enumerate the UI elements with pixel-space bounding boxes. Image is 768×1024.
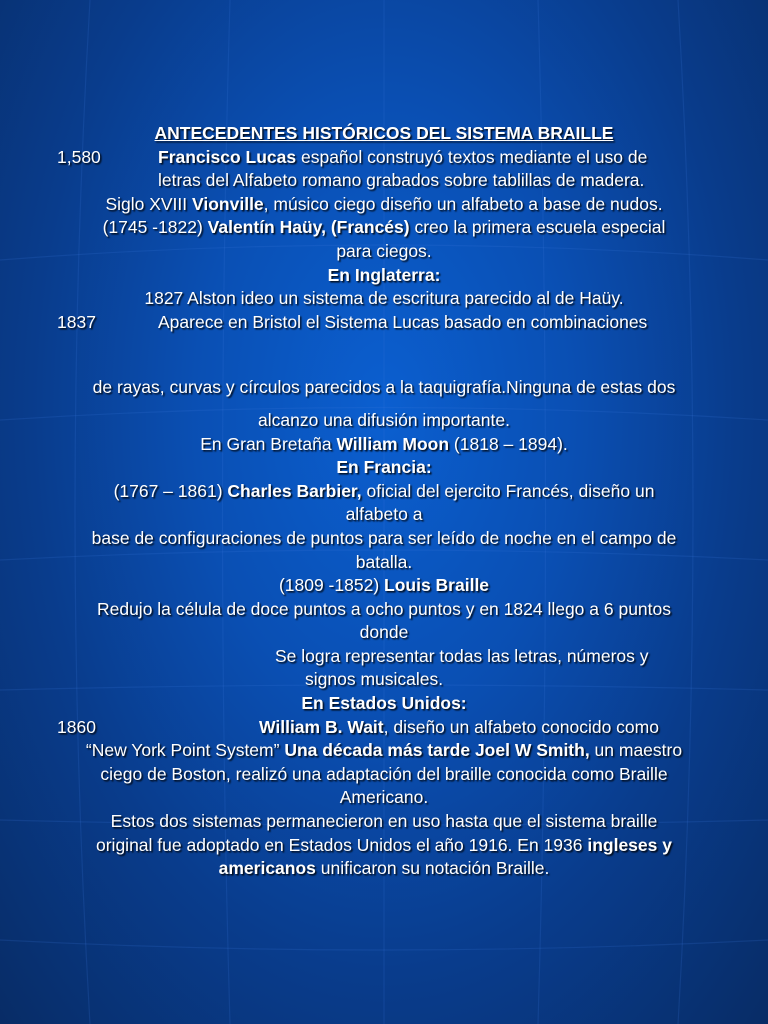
barbier-line-3: base de configuraciones de puntos para ser leído de noche en el campo de — [91, 527, 677, 548]
heading-inglaterra: En Inglaterra: — [327, 264, 441, 285]
lucas-line-1 — [0, 146, 768, 170]
barbier-text-1: oficial del ejercito Francés, diseño un — [361, 480, 655, 501]
braille-years: (1809 -1852) — [278, 575, 385, 596]
braille-line-5 — [0, 668, 768, 692]
barbier-name: Charles Barbier, — [227, 480, 362, 501]
wait-text-2: un maestro — [589, 740, 683, 761]
closing-text-2: original fue adoptado en Estados Unidos el año 1916. En 1936 — [96, 834, 588, 855]
braille-text-3: Se logra representar todas las letras, números y — [275, 645, 649, 666]
hauy-line-1 — [0, 216, 768, 240]
moon-years: (1818 – 1894). — [449, 433, 568, 454]
heading-francia: En Francia: — [336, 457, 432, 478]
slide-title: ANTECEDENTES HISTÓRICOS DEL SISTEMA BRAILLE — [154, 123, 614, 143]
lucas-name: Francisco Lucas — [158, 146, 297, 167]
lucas-text-2: letras del Alfabeto romano grabados sobre tablillas de madera. — [158, 170, 645, 191]
barbier-line-1 — [0, 480, 768, 504]
braille-line-1 — [0, 574, 768, 598]
closing-line-2 — [0, 834, 768, 858]
wait-name: William B. Wait — [259, 716, 384, 737]
vionville-name: Vionville — [192, 193, 264, 214]
bristol-text: Aparece en Bristol el Sistema Lucas basado en combinaciones — [158, 311, 648, 332]
barbier-years: (1767 – 1861) — [113, 480, 228, 501]
lucas-text-1: español construyó textos mediante el uso de — [296, 146, 648, 167]
braille-line-2: Redujo la célula de doce puntos a ocho puntos y en 1824 llego a 6 puntos — [96, 598, 672, 619]
barbier-line-2: alfabeto a — [345, 504, 423, 525]
slide-content — [0, 122, 768, 881]
closing-bold-1: ingleses y — [587, 834, 672, 855]
hauy-name: Valentín Haüy, (Francés) — [207, 217, 410, 238]
hauy-line-2: para ciegos. — [336, 240, 432, 261]
braille-name: Louis Braille — [384, 575, 490, 596]
wait-smith: Joel W Smith, — [474, 740, 590, 761]
hauy-text-1: creo la primera escuela especial — [409, 217, 666, 238]
lucas-year: 1,580 — [57, 146, 101, 167]
wait-line-4: Americano. — [339, 787, 429, 808]
vionville-pre: Siglo XVIII — [105, 193, 193, 214]
bristol-year: 1837 — [57, 311, 96, 332]
wait-line-3: ciego de Boston, realizó una adaptación del braille conocida como Braille — [100, 763, 668, 784]
wait-text-1: , diseño un alfabeto conocido como — [383, 716, 659, 737]
moon-line — [0, 433, 768, 457]
heading-eeuu: En Estados Unidos: — [301, 693, 467, 714]
braille-text-4: signos musicales. — [305, 669, 444, 690]
wait-nyps: “New York Point System” — [85, 740, 285, 761]
barbier-line-4: batalla. — [355, 551, 413, 572]
wait-decada: Una década más tarde — [284, 740, 475, 761]
braille-line-3: donde — [359, 622, 409, 643]
alston-line: 1827 Alston ideo un sistema de escritura parecido al de Haüy. — [144, 288, 624, 309]
closing-line-3 — [0, 857, 768, 881]
moon-pre: En Gran Bretaña — [200, 433, 337, 454]
wait-line-2 — [0, 739, 768, 763]
closing-text-3: unificaron su notación Braille. — [315, 858, 550, 879]
moon-name: William Moon — [336, 433, 450, 454]
bristol-line — [0, 311, 768, 335]
rayas-line: de rayas, curvas y círculos parecidos a la taquigrafía.Ninguna de estas dos — [92, 377, 676, 398]
lucas-line-2 — [0, 169, 768, 193]
wait-year: 1860 — [57, 716, 96, 737]
closing-line-1: Estos dos sistemas permanecieron en uso hasta que el sistema braille — [110, 811, 658, 832]
vionville-text: , músico ciego diseño un alfabeto a base de nudos. — [263, 193, 663, 214]
vionville-line — [0, 193, 768, 217]
closing-bold-2: americanos — [218, 858, 316, 879]
braille-line-4 — [0, 645, 768, 669]
difusion-line: alcanzo una difusión importante. — [258, 409, 510, 430]
hauy-years: (1745 -1822) — [102, 217, 208, 238]
wait-line-1 — [0, 716, 768, 740]
